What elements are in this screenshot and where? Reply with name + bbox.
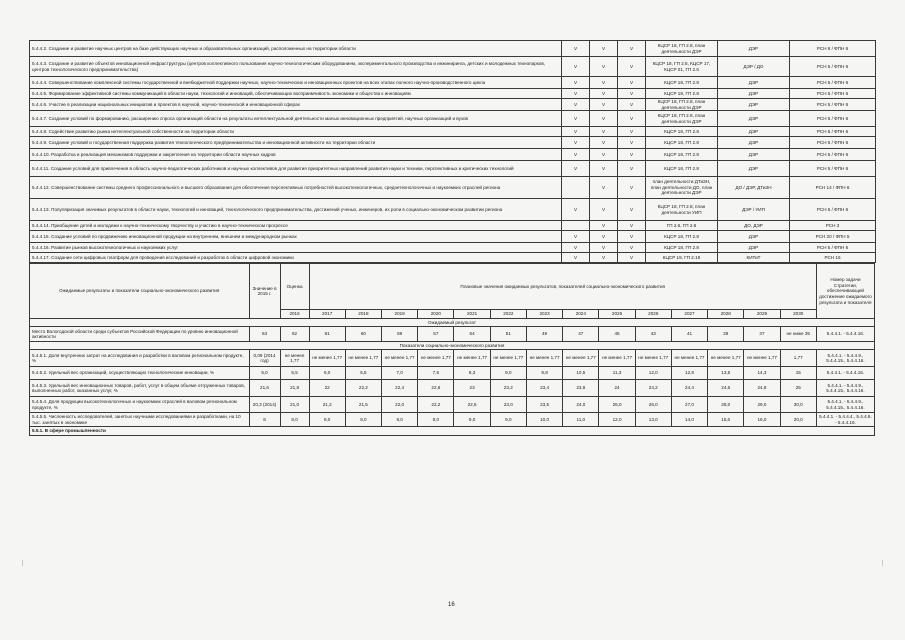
indicator-value: 16,0 bbox=[744, 413, 780, 427]
check-mark: V bbox=[562, 77, 590, 89]
check-mark: V bbox=[618, 77, 646, 89]
check-mark: V bbox=[590, 127, 618, 137]
measure-name: 5.4.4.13. Популяризация значимых результатов в области науки, технологий и инноваций, технологического предпринимательства, достижений ученых, инженеров, их роли в социально-экономическом развитии региона bbox=[30, 199, 562, 221]
indicator-value: 8,0 bbox=[382, 413, 418, 427]
responsible: ДЭР bbox=[718, 111, 790, 127]
check-mark: V bbox=[618, 137, 646, 149]
table-row bbox=[30, 57, 876, 77]
check-mark: V bbox=[618, 221, 646, 231]
source-docs: КЦСР 18, ГП 2.8, план деятельности ДЭР bbox=[646, 99, 718, 111]
responsible: ДЭР bbox=[718, 149, 790, 161]
indicator-value: 5,5 bbox=[280, 367, 309, 380]
indicator-value: 28,0 bbox=[708, 397, 744, 413]
indicator-value: 13,0 bbox=[635, 413, 671, 427]
table-row bbox=[30, 367, 875, 380]
check-mark: V bbox=[562, 149, 590, 161]
indicator-value: 15,0 bbox=[708, 413, 744, 427]
indicator-value: 9,0 bbox=[490, 367, 526, 380]
expected-value: не ниже 35 bbox=[780, 327, 816, 342]
table-row bbox=[30, 41, 876, 57]
check-mark: V bbox=[562, 127, 590, 137]
measure-name: 5.4.4.15. Создание условий по продвижению инновационной продукции на внутреннем, внешнем и международном рынках bbox=[30, 231, 562, 243]
source-docs: КЦСР 18, ГП 2.8, план деятельности УИП bbox=[646, 199, 718, 221]
check-mark: V bbox=[590, 199, 618, 221]
table-row bbox=[30, 127, 876, 137]
program-code: РСН 16 bbox=[790, 253, 876, 263]
source-docs: КЦСР 18, ГП 2.8 bbox=[646, 243, 718, 253]
indicator-value: не менее 1,77 bbox=[671, 350, 707, 367]
source-docs: КЦСР 18, ГП 2.8 bbox=[646, 137, 718, 149]
indicator-value: 24 bbox=[599, 380, 635, 397]
check-mark: V bbox=[590, 177, 618, 199]
expected-value: 47 bbox=[563, 327, 599, 342]
source-docs: план деятельности ДТиЗН, план деятельности ДО, план деятельности ДЭР bbox=[646, 177, 718, 199]
check-mark: V bbox=[618, 57, 646, 77]
indicator-value: 9,0 bbox=[454, 413, 490, 427]
table-row bbox=[30, 89, 876, 99]
check-mark: V bbox=[562, 99, 590, 111]
check-mark: V bbox=[590, 149, 618, 161]
responsible: ДЭР / ДО bbox=[718, 57, 790, 77]
indicator-value: 23 bbox=[454, 380, 490, 397]
check-mark: V bbox=[590, 137, 618, 149]
check-mark: V bbox=[618, 127, 646, 137]
measure-name: 5.4.4.8. Содействие развитию рынка интеллектуальной собственности на территории области bbox=[30, 127, 562, 137]
responsible: ДЭР / УИП bbox=[718, 199, 790, 221]
measures-table bbox=[29, 40, 876, 263]
source-docs: КЦСР 18, ГП 2.8 bbox=[646, 161, 718, 177]
check-mark: V bbox=[590, 89, 618, 99]
program-code: РСН 3 bbox=[790, 221, 876, 231]
indicator-value: 6,5 bbox=[345, 367, 381, 380]
check-mark: V bbox=[618, 161, 646, 177]
check-mark: V bbox=[562, 243, 590, 253]
indicator-value: не менее 1,77 bbox=[635, 350, 671, 367]
responsible: ДЭР bbox=[718, 127, 790, 137]
responsible: ДЭР bbox=[718, 243, 790, 253]
table-row bbox=[30, 397, 875, 413]
expected-value: 59 bbox=[382, 327, 418, 342]
indicator-value: 27,0 bbox=[671, 397, 707, 413]
responsible: ДО / ДЭР, ДТиЗН bbox=[718, 177, 790, 199]
responsible: ДЭР bbox=[718, 99, 790, 111]
indicator-value: 22,2 bbox=[418, 397, 454, 413]
table-row bbox=[30, 380, 875, 397]
responsible: ДЭР bbox=[718, 231, 790, 243]
measure-name: 5.4.4.11. Создание условий для привлечения в область научно-педагогических работников и научных коллективов для развития приоритетных направлений развития науки и техники, перспективных и критических технологий bbox=[30, 161, 562, 177]
table-row bbox=[30, 199, 876, 221]
indicator-value: не менее 1,77 bbox=[490, 350, 526, 367]
responsible: ДЭР bbox=[718, 161, 790, 177]
indicator-value: 14,0 bbox=[671, 413, 707, 427]
indicator-value: 10,5 bbox=[563, 367, 599, 380]
source-docs: ГП 2.6, ГП 2.8 bbox=[646, 221, 718, 231]
check-mark: V bbox=[562, 231, 590, 243]
year-header: 2027 bbox=[671, 310, 707, 319]
source-docs: КЦСР 19, ГП 2.19 bbox=[646, 253, 718, 263]
check-mark: V bbox=[590, 231, 618, 243]
check-mark bbox=[562, 221, 590, 231]
indicator-value: не менее 1,77 bbox=[708, 350, 744, 367]
expected-value: 60 bbox=[345, 327, 381, 342]
measure-name: 5.4.4.14. Приобщение детей и молодежи к научно-техническому творчеству и участию в научно-техническом прогрессе bbox=[30, 221, 562, 231]
year-header: 2023 bbox=[526, 310, 562, 319]
indicator-value: 22,0 bbox=[382, 397, 418, 413]
indicator-value: 24,4 bbox=[671, 380, 707, 397]
expected-value: 45 bbox=[599, 327, 635, 342]
indicator-value: 21,5 bbox=[345, 397, 381, 413]
indicator-value: 22,5 bbox=[454, 397, 490, 413]
measure-name: 5.4.4.12. Совершенствование системы среднего профессионального и высшего образования для обеспечения перспективных потребностей высокотехнологичных, среднетехнологичных и наукоемких отраслей региона bbox=[30, 177, 562, 199]
check-mark: V bbox=[562, 137, 590, 149]
indicator-value: 29,0 bbox=[744, 397, 780, 413]
check-mark: V bbox=[590, 41, 618, 57]
check-mark: V bbox=[590, 161, 618, 177]
expected-value: 61 bbox=[309, 327, 345, 342]
indicator-value: не менее 1,77 bbox=[526, 350, 562, 367]
indicator-value: 10,0 bbox=[526, 413, 562, 427]
year-header: 2026 bbox=[635, 310, 671, 319]
results-table bbox=[29, 263, 875, 436]
indicator-value: не менее 1,77 bbox=[599, 350, 635, 367]
source-docs: КЦСР 18, ГП 2.8, план деятельности ДЭР bbox=[646, 111, 718, 127]
indicator-value: не менее 1,77 bbox=[454, 350, 490, 367]
year-header: 2017 bbox=[309, 310, 345, 319]
check-mark: V bbox=[618, 149, 646, 161]
measure-name: 5.4.4.4. Совершенствование комплексной системы государственной и внебюджетной поддержки научных, научно-технических и инновационных проектов на всех этапах полного научно-производственного цикла bbox=[30, 77, 562, 89]
expected-value: 54 bbox=[454, 327, 490, 342]
year-header: 2021 bbox=[454, 310, 490, 319]
expected-value: 37 bbox=[744, 327, 780, 342]
indicator-base: 5,0 bbox=[249, 367, 280, 380]
year-header: 2022 bbox=[490, 310, 526, 319]
indicator-task: 5.4.4.1. - 5.4.4.9., 5.4.4.15., 5.4.4.16. bbox=[816, 350, 874, 367]
check-mark: V bbox=[562, 111, 590, 127]
indicator-value: 8,0 bbox=[280, 413, 309, 427]
indicator-value: не менее 1,77 bbox=[280, 350, 309, 367]
indicator-value: 24,6 bbox=[708, 380, 744, 397]
check-mark: V bbox=[590, 77, 618, 89]
scan-mark bbox=[22, 560, 23, 566]
table-row bbox=[30, 99, 876, 111]
program-code: РСН 5 / ФПН 6 bbox=[790, 137, 876, 149]
header-task: Номер задачи Стратегии, обеспечивающей достижение ожидаемого результата и показателя bbox=[816, 264, 874, 319]
source-docs: КЦСР 18, ГП 2.8, КЦСР 17, КЦСР 01, ГП 2.6 bbox=[646, 57, 718, 77]
indicator-value: 23,4 bbox=[526, 380, 562, 397]
indicator-value: 23,2 bbox=[490, 380, 526, 397]
indicator-value: 7,0 bbox=[382, 367, 418, 380]
check-mark: V bbox=[618, 99, 646, 111]
check-mark: V bbox=[562, 199, 590, 221]
indicator-value: 15 bbox=[780, 367, 816, 380]
expected-value: 62 bbox=[280, 327, 309, 342]
indicator-value: 26,0 bbox=[635, 397, 671, 413]
expected-base: 63 bbox=[249, 327, 280, 342]
expected-value: 41 bbox=[671, 327, 707, 342]
table-area bbox=[29, 40, 875, 436]
check-mark: V bbox=[562, 253, 590, 263]
indicator-value: 24,2 bbox=[635, 380, 671, 397]
indicator-value: 24,0 bbox=[563, 397, 599, 413]
indicator-name: 5.4.5.2. Удельный вес организаций, осуществляющих технологические инновации, % bbox=[30, 367, 250, 380]
program-code: РСН 5 / ФПН 6 bbox=[790, 77, 876, 89]
indicator-value: 25 bbox=[780, 380, 816, 397]
program-code: РСН 5 / ФПН 6 bbox=[790, 161, 876, 177]
indicator-value: 11,0 bbox=[563, 413, 599, 427]
indicator-value: 12,0 bbox=[599, 413, 635, 427]
subheader-expected: Ожидаемый результат bbox=[30, 319, 875, 327]
year-header: 2028 bbox=[708, 310, 744, 319]
indicator-value: 22,6 bbox=[418, 380, 454, 397]
responsible: ДЭР bbox=[718, 77, 790, 89]
table-row bbox=[30, 77, 876, 89]
measure-name: 5.4.4.16. Развитие рынков высокотехнологичных и наукоемких услуг bbox=[30, 243, 562, 253]
check-mark: V bbox=[618, 111, 646, 127]
source-docs: КЦСР 18, ГП 2.8, план деятельности ДЭР bbox=[646, 41, 718, 57]
expected-value: 43 bbox=[635, 327, 671, 342]
program-code: РСН 5 / ФПН 6 bbox=[790, 243, 876, 253]
measure-name: 5.4.4.2. Создание и развитие научных центров на базе действующих научных и образовательных организаций, расположенных на территории области bbox=[30, 41, 562, 57]
indicator-value: 30,0 bbox=[780, 397, 816, 413]
check-mark: V bbox=[590, 253, 618, 263]
indicator-value: не менее 1,77 bbox=[345, 350, 381, 367]
indicator-value: 12,0 bbox=[635, 367, 671, 380]
subheader-indicators: Показатели социально-экономического развития bbox=[30, 342, 875, 350]
check-mark: V bbox=[618, 89, 646, 99]
program-code: РСН 6 / ФПН 6 bbox=[790, 41, 876, 57]
indicator-name: 5.4.5.3. Удельный вес инновационных товаров, работ, услуг в общем объеме отгруженных товаров, выполненных работ, оказанных услуг, % bbox=[30, 380, 250, 397]
indicator-value: 8,3 bbox=[454, 367, 490, 380]
indicator-value: 8,0 bbox=[309, 413, 345, 427]
page-number: 16 bbox=[448, 602, 455, 608]
responsible: ДЭР bbox=[718, 89, 790, 99]
indicator-value: 13,5 bbox=[708, 367, 744, 380]
indicator-value: 14,3 bbox=[744, 367, 780, 380]
table-row bbox=[30, 177, 876, 199]
indicator-name: 5.4.5.1. Доля внутренних затрат на исследования и разработки в валовом региональном продукте, % bbox=[30, 350, 250, 367]
indicator-value: 21,8 bbox=[280, 380, 309, 397]
source-docs: КЦСР 18, ГП 2.8 bbox=[646, 231, 718, 243]
measure-name: 5.4.4.17. Создание сети цифровых платформ для проведения исследований и разработок в области цифровой экономики bbox=[30, 253, 562, 263]
source-docs: КЦСР 18, ГП 2.8 bbox=[646, 89, 718, 99]
check-mark: V bbox=[618, 253, 646, 263]
check-mark: V bbox=[562, 57, 590, 77]
header-name: Ожидаемые результаты и показатели социально-экономического развития bbox=[30, 264, 250, 319]
expected-value: 49 bbox=[526, 327, 562, 342]
source-docs: КЦСР 18, ГП 2.8 bbox=[646, 77, 718, 89]
program-code: РСН 5 / ФПН 6 bbox=[790, 199, 876, 221]
footer-section: 5.5.1. В сфере промышленности bbox=[30, 427, 875, 436]
table-row bbox=[30, 231, 876, 243]
indicator-task: 5.4.4.1. - 5.4.4.9., 5.4.4.15., 5.4.4.16. bbox=[816, 380, 874, 397]
program-code: РСН 5 / ФПН 6 bbox=[790, 127, 876, 137]
measure-name: 5.4.4.7. Создание условий по формированию, расширению спроса организаций области на результаты интеллектуальной деятельности малых инновационных предприятий, научных организаций и вузов bbox=[30, 111, 562, 127]
measure-name: 5.4.4.9. Создание условий и государственная поддержка развития технологического предпринимательства и инновационной активности на территории области bbox=[30, 137, 562, 149]
scan-mark bbox=[882, 560, 883, 566]
year-header: 2018 bbox=[345, 310, 381, 319]
year-header: 2019 bbox=[382, 310, 418, 319]
year-header: 2030 bbox=[780, 310, 816, 319]
header-plan: Плановые значения ожидаемых результатов, показателей социально-экономического развития bbox=[309, 264, 816, 310]
check-mark: V bbox=[590, 221, 618, 231]
table-row bbox=[30, 413, 875, 427]
table-row bbox=[30, 350, 875, 367]
indicator-value: не менее 1,77 bbox=[382, 350, 418, 367]
table-row bbox=[30, 137, 876, 149]
source-docs: КЦСР 18, ГП 2.8 bbox=[646, 127, 718, 137]
year-header: 2020 bbox=[418, 310, 454, 319]
indicator-value: 23,0 bbox=[490, 397, 526, 413]
indicator-value: 21,2 bbox=[309, 397, 345, 413]
responsible: ДЭР bbox=[718, 137, 790, 149]
responsible: ДО, ДЭР bbox=[718, 221, 790, 231]
indicator-value: не менее 1,77 bbox=[563, 350, 599, 367]
indicator-base: 20,3 (2014) bbox=[249, 397, 280, 413]
check-mark: V bbox=[562, 161, 590, 177]
check-mark: V bbox=[618, 177, 646, 199]
indicator-value: 22,2 bbox=[345, 380, 381, 397]
indicator-value: 24,8 bbox=[744, 380, 780, 397]
indicator-task: 5.4.4.1. - 5.4.4.4., 5.4.4.6. - 5.4.4.16. bbox=[816, 413, 874, 427]
program-code: РСН 5 / ФПН 6 bbox=[790, 89, 876, 99]
year-header: 2025 bbox=[599, 310, 635, 319]
indicator-value: 22,4 bbox=[382, 380, 418, 397]
indicator-value: 25,0 bbox=[599, 397, 635, 413]
check-mark: V bbox=[562, 41, 590, 57]
indicator-value: 9,8 bbox=[526, 367, 562, 380]
responsible: ДЭР bbox=[718, 41, 790, 57]
check-mark: V bbox=[590, 57, 618, 77]
measure-name: 5.4.4.3. Создание и развитие объектов инновационной инфраструктуры (центров коллективного пользования научно-технологическим оборудованием, экспериментального производства и инжиниринга, детских и молодежных технопарков, центров технологического предпринимательства) bbox=[30, 57, 562, 77]
program-code: РСН 5 / ФПН 6 bbox=[790, 111, 876, 127]
year-header: 2029 bbox=[744, 310, 780, 319]
indicator-value: 21,0 bbox=[280, 397, 309, 413]
indicator-value: 20,0 bbox=[780, 413, 816, 427]
check-mark: V bbox=[590, 111, 618, 127]
indicator-value: 23,6 bbox=[563, 380, 599, 397]
program-code: РСН 20 / ФПН 5 bbox=[790, 231, 876, 243]
indicator-name: 5.4.5.5. Численность исследователей, занятых научными исследованиями и разработками, на 10 тыс. занятых в экономике bbox=[30, 413, 250, 427]
indicator-value: 6,0 bbox=[309, 367, 345, 380]
indicator-value: 22 bbox=[309, 380, 345, 397]
expected-task: 5.4.4.1. - 5.4.4.16. bbox=[816, 327, 874, 342]
expected-name: Место Вологодской области среди субъектов Российской Федерации по уровню инновационной активности bbox=[30, 327, 250, 342]
year-header: 2016 bbox=[280, 310, 309, 319]
check-mark: V bbox=[590, 243, 618, 253]
indicator-task: 5.4.4.1. - 5.4.4.16. bbox=[816, 367, 874, 380]
program-code: РСН 14 / ФПН 6 bbox=[790, 177, 876, 199]
indicator-name: 5.4.5.4. Доля продукции высокотехнологичных и наукоемких отраслей в валовом региональном продукте, % bbox=[30, 397, 250, 413]
check-mark: V bbox=[590, 99, 618, 111]
check-mark bbox=[562, 177, 590, 199]
indicator-value: не менее 1,77 bbox=[744, 350, 780, 367]
indicator-value: не менее 1,77 bbox=[418, 350, 454, 367]
check-mark: V bbox=[618, 243, 646, 253]
header-base: Значение в 2015 г. bbox=[249, 264, 280, 319]
table-row bbox=[30, 253, 876, 263]
indicator-value: 9,0 bbox=[490, 413, 526, 427]
check-mark: V bbox=[618, 199, 646, 221]
responsible: КИТиТ bbox=[718, 253, 790, 263]
indicator-value: 12,8 bbox=[671, 367, 707, 380]
indicator-value: 1,77 bbox=[780, 350, 816, 367]
table-row bbox=[30, 149, 876, 161]
expected-value: 39 bbox=[708, 327, 744, 342]
source-docs: КЦСР 18, ГП 2.8 bbox=[646, 149, 718, 161]
program-code: РСН 5 / ФПН 6 bbox=[790, 57, 876, 77]
indicator-value: не менее 1,77 bbox=[309, 350, 345, 367]
program-code: РСН 5 / ФПН 6 bbox=[790, 99, 876, 111]
table-row bbox=[30, 221, 876, 231]
check-mark: V bbox=[618, 231, 646, 243]
indicator-value: 8,0 bbox=[345, 413, 381, 427]
check-mark: V bbox=[562, 89, 590, 99]
indicator-base: 21,6 bbox=[249, 380, 280, 397]
indicator-value: 8,0 bbox=[418, 413, 454, 427]
year-header: 2024 bbox=[563, 310, 599, 319]
indicator-value: 7,5 bbox=[418, 367, 454, 380]
table-row bbox=[30, 111, 876, 127]
measure-name: 5.4.4.5. Формирование эффективной системы коммуникаций в области науки, технологий и инноваций, обеспечивающих восприимчивость экономики и общества к инновациям bbox=[30, 89, 562, 99]
indicator-value: 11,3 bbox=[599, 367, 635, 380]
table-row bbox=[30, 243, 876, 253]
expected-value: 57 bbox=[418, 327, 454, 342]
program-code: РСН 5 / ФПН 6 bbox=[790, 149, 876, 161]
table-row bbox=[30, 161, 876, 177]
indicator-task: 5.4.4.1. - 5.4.4.9., 5.4.4.15., 5.4.4.16. bbox=[816, 397, 874, 413]
indicator-value: 23,5 bbox=[526, 397, 562, 413]
expected-value: 51 bbox=[490, 327, 526, 342]
measure-name: 5.4.4.10. Разработка и реализация механизмов поддержки и закрепления на территории области научных кадров bbox=[30, 149, 562, 161]
check-mark: V bbox=[618, 41, 646, 57]
indicator-base: 0,09 (2014 год) bbox=[249, 350, 280, 367]
header-eval: Оценка bbox=[280, 264, 309, 310]
measure-name: 5.4.4.6. Участие в реализации национальных инициатив и проектов в научной, научно-технической и инновационной сферах bbox=[30, 99, 562, 111]
indicator-base: 8 bbox=[249, 413, 280, 427]
